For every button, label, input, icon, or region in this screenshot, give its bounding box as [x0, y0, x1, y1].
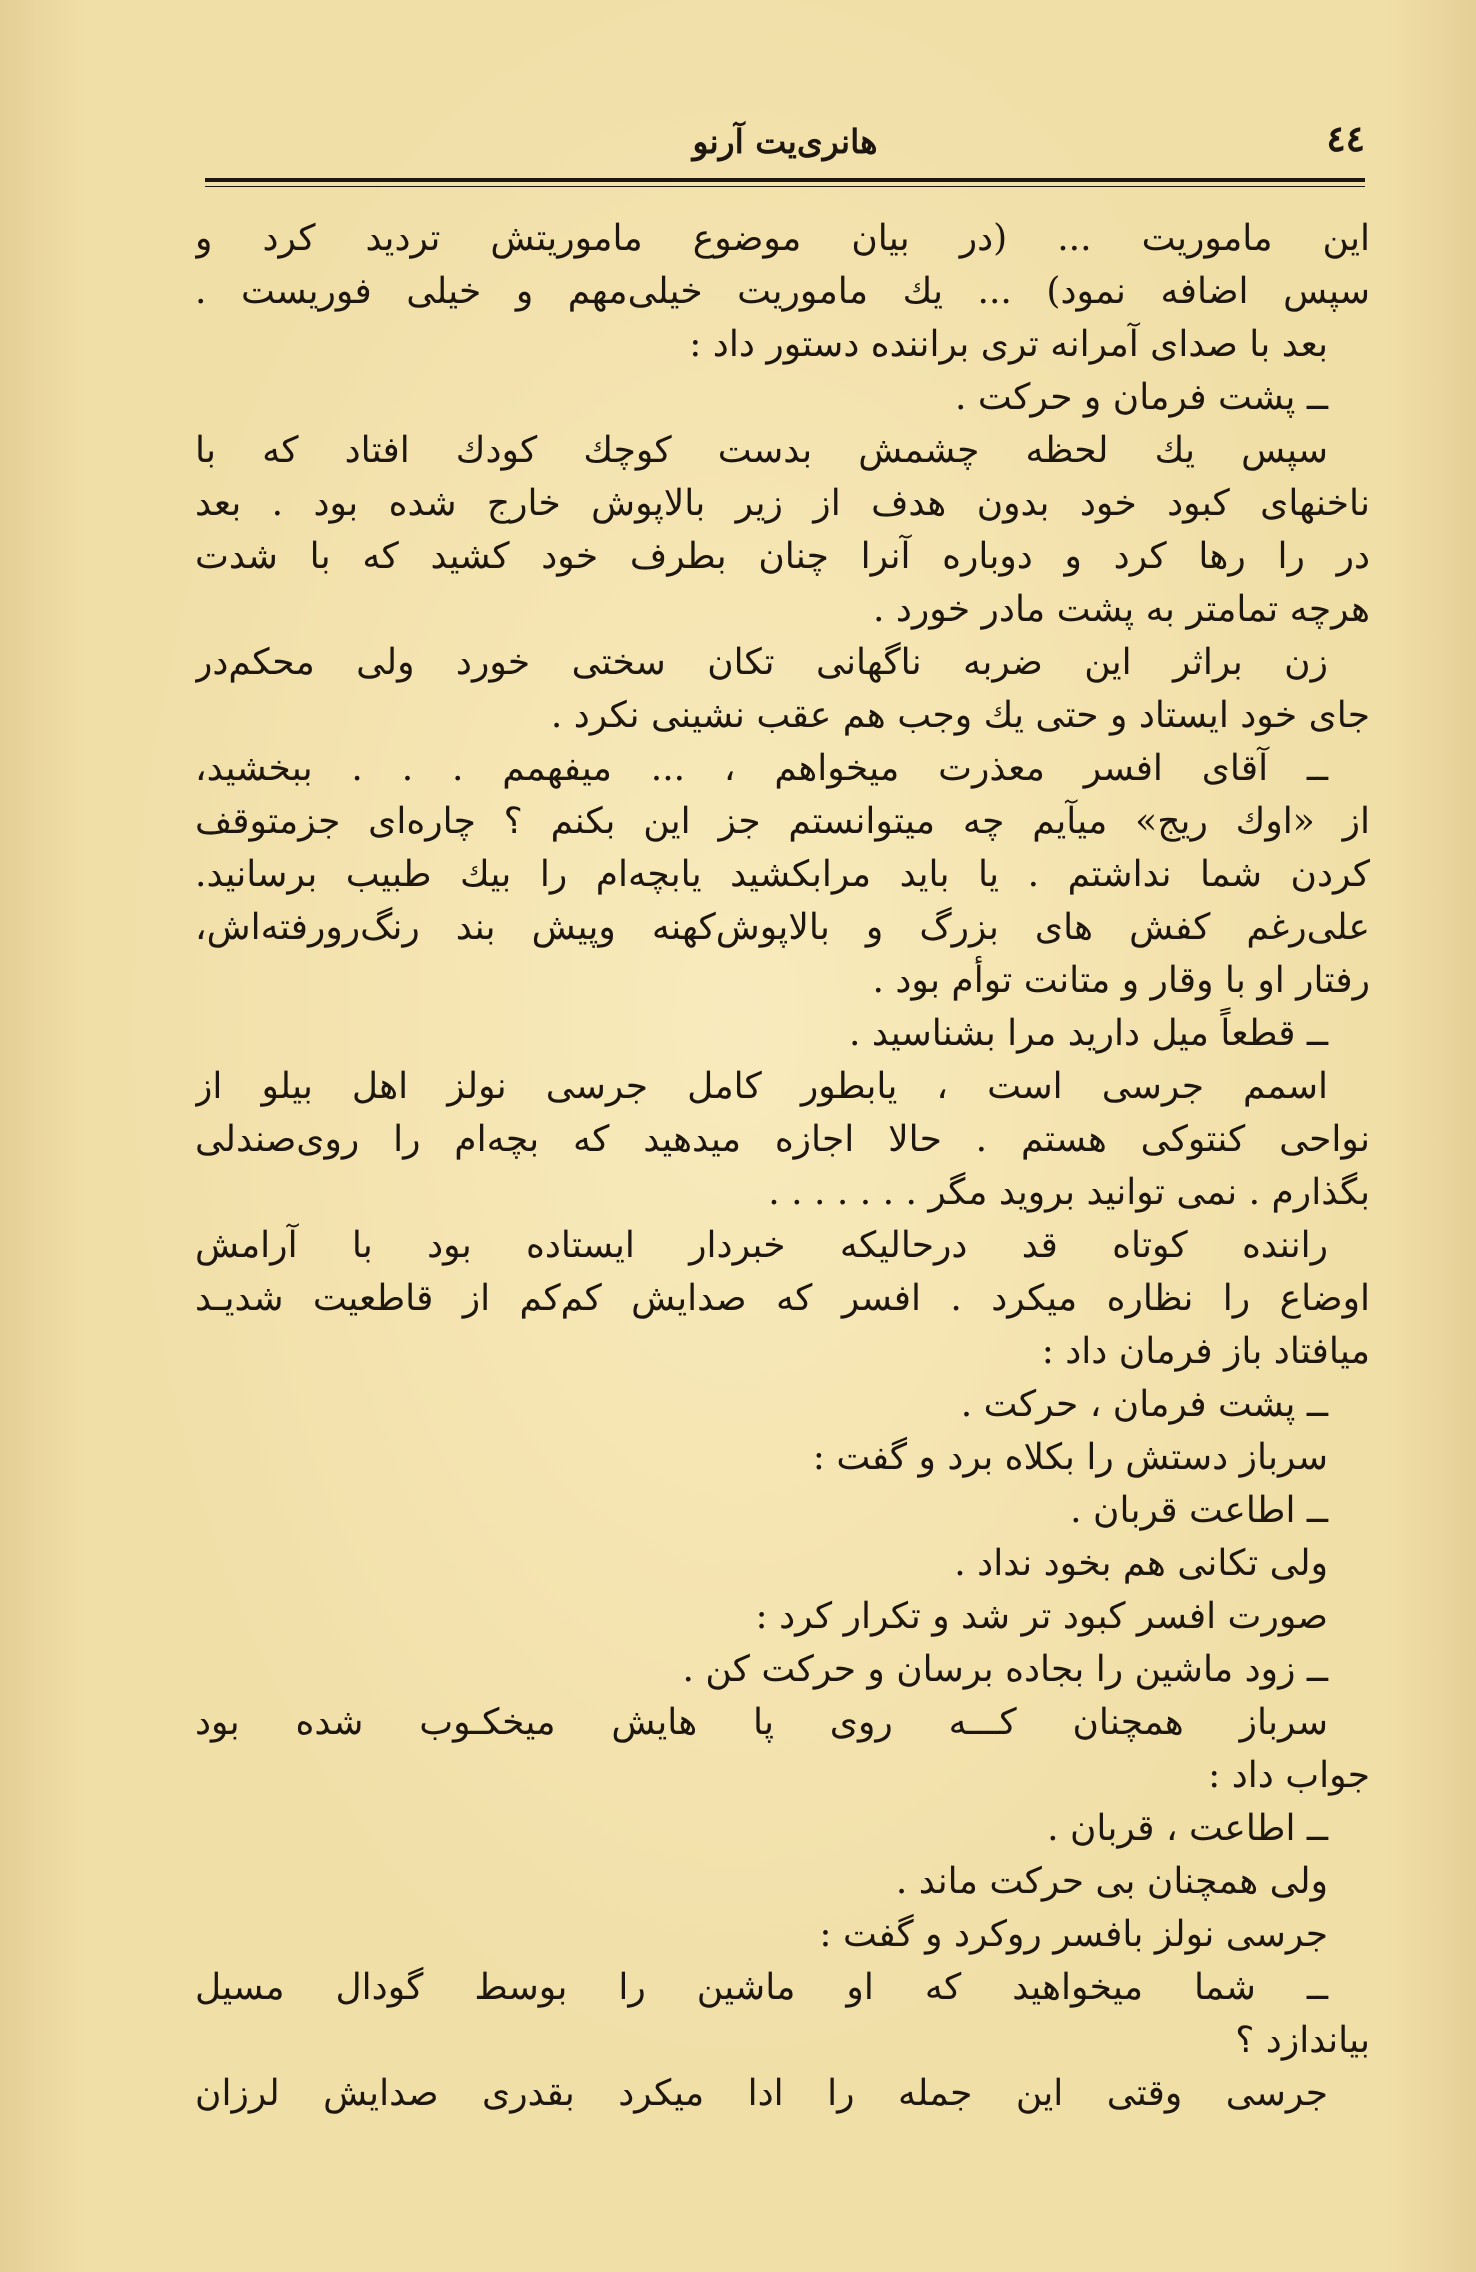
text-line: جرسی وقتی این جمله را ادا میکرد بقدری صدایش لرزان	[195, 2073, 1328, 2114]
text-line: بگذارم . نمی توانید بروید مگر . . . . . . .	[768, 1172, 1370, 1213]
running-head: هانری‌یت آرنو	[692, 122, 878, 161]
text-line: اسمم جرسی است ، یابطور کامل جرسی نولز اهل بیلو از	[195, 1066, 1328, 1107]
text-line: زن براثر این ضربه ناگهانی تکان سختی خورد ولی محکم‌در	[195, 642, 1328, 683]
text-line: ــ اطاعت ، قربان .	[1047, 1808, 1328, 1849]
text-line: ــ پشت فرمان و حرکت .	[955, 377, 1328, 418]
text-line: سرباز دستش را بکلاه برد و گفت :	[812, 1437, 1328, 1478]
text-line: سرباز همچنان کـــه روی پا هایش میخکـوب شده بود	[195, 1702, 1328, 1743]
text-line: ــ پشت فرمان ، حرکت .	[960, 1384, 1328, 1425]
text-line: کردن شما نداشتم . یا باید مرابکشید یابچه‌ام را بیك طبیب برسانید.	[195, 854, 1370, 895]
page-number: ٤٤	[1326, 118, 1365, 160]
text-line: ناخنهای کبود خود بدون هدف از زیر بالاپوش خارج شده بود . بعد	[195, 483, 1370, 524]
text-line: این ماموریت ... (در بیان موضوع ماموریتش تردید کرد و	[195, 218, 1370, 259]
text-line: ــ زود ماشین را بجاده برسان و حرکت کن .	[682, 1649, 1328, 1690]
text-line: اوضاع را نظاره میکرد . افسر که صدایش کم‌کم از قاطعیت شدیـد	[195, 1278, 1370, 1319]
text-line: در را رها کرد و دوباره آنرا چنان بطرف خود کشید که با شدت	[195, 536, 1370, 577]
text-line: ــ قطعاً میل دارید مرا بشناسید .	[848, 1013, 1328, 1054]
text-line: بیاندازد ؟	[1235, 2020, 1370, 2061]
text-line: سپس یك لحظه چشمش بدست کوچك کودك افتاد که با	[195, 430, 1328, 471]
text-line: راننده کوتاه قد درحالیکه خبردار ایستاده بود با آرامش	[195, 1225, 1328, 1266]
body-text	[195, 212, 1370, 2120]
text-line: ــ اطاعت قربان .	[1070, 1490, 1328, 1531]
page-header	[205, 118, 1365, 170]
text-line: جواب داد :	[1208, 1755, 1370, 1796]
text-line: ــ شما میخواهید که او ماشین را بوسط گودال مسیل	[195, 1967, 1328, 2008]
text-line: بعد با صدای آمرانه تری براننده دستور داد :	[689, 324, 1328, 365]
text-line: هرچه تمامتر به پشت مادر خورد .	[872, 589, 1370, 630]
text-line: صورت افسر کبود تر شد و تکرار کرد :	[755, 1596, 1328, 1637]
header-rule-thick	[205, 178, 1365, 182]
text-line: ولی همچنان بی حرکت ماند .	[895, 1861, 1328, 1902]
text-line: علی‌رغم کفش های بزرگ و بالاپوش‌کهنه وپیش بند رنگ‌رورفته‌اش،	[195, 907, 1370, 948]
text-line: نواحی کنتوکی هستم . حالا اجازه میدهید که بچه‌ام را روی‌صندلی	[195, 1119, 1370, 1160]
text-line: ــ آقای افسر معذرت میخواهم ، ... میفهمم . . . ببخشید،	[195, 748, 1328, 789]
text-line: ولی تکانی هم بخود نداد .	[954, 1543, 1328, 1584]
text-line: میافتاد باز فرمان داد :	[1041, 1331, 1370, 1372]
text-line: جای خود ایستاد و حتی یك وجب هم عقب نشینی نکرد .	[550, 695, 1370, 736]
text-line: سپس اضافه نمود) ... یك ماموریت خیلی‌مهم و خیلی فوریست .	[195, 271, 1370, 312]
text-line: جرسی نولز بافسر روکرد و گفت :	[819, 1914, 1328, 1955]
header-rule-thin	[205, 186, 1365, 187]
text-line: رفتار او با وقار و متانت توأم بود .	[872, 960, 1370, 1001]
text-line: از «اوك ریج» میآیم چه میتوانستم جز این بکنم ؟ چاره‌ای جزمتوقف	[195, 801, 1370, 842]
